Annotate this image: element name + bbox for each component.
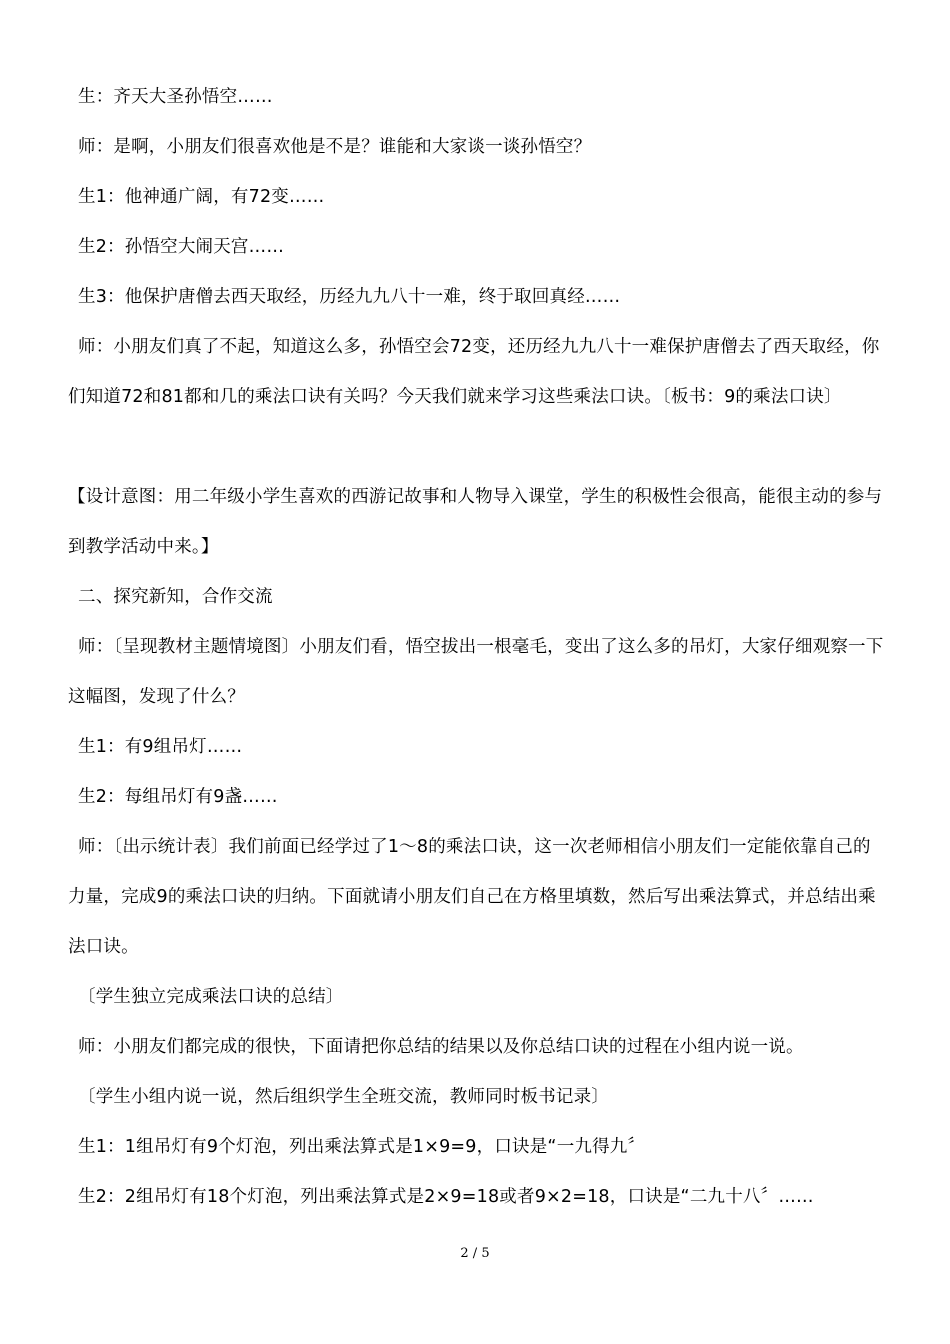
paragraph-teacher-intro: 师：小朋友们真了不起，知道这么多，孙悟空会72变，还历经九九八十一难保护唐僧去了西天取经，你们知道72和81都和几的乘法口诀有关吗？今天我们就来学习这些乘法口诀。〔板书：9的乘法口诀〕 bbox=[68, 337, 880, 407]
section-heading: 二、探究新知，合作交流 bbox=[78, 587, 273, 607]
paragraph-student-2-lamps: 生2：每组吊灯有9盏…… bbox=[78, 787, 278, 807]
paragraph-teacher-scene: 师：〔呈现教材主题情境图〕小朋友们看，悟空拔出一根毫毛，变出了这么多的吊灯，大家仔细观察一下这幅图，发现了什么？ bbox=[68, 637, 884, 707]
paragraph-student-1: 生1：他神通广阔，有72变…… bbox=[78, 187, 325, 207]
page-number: 2 / 5 bbox=[460, 1246, 490, 1261]
paragraph-teacher-group: 师：小朋友们都完成的很快，下面请把你总结的结果以及你总结口诀的过程在小组内说一说。 bbox=[78, 1037, 804, 1057]
paragraph-teacher-table: 师：〔出示统计表〕我们前面已经学过了1～8的乘法口诀，这一次老师相信小朋友们一定能依靠自己的力量，完成9的乘法口诀的归纳。下面就请小朋友们自己在方格里填数，然后写出乘法算式，并总结出乘法口诀。 bbox=[68, 837, 876, 957]
paragraph-group-exchange: 〔学生小组内说一说，然后组织学生全班交流，教师同时板书记录〕 bbox=[78, 1087, 609, 1107]
paragraph-teacher-question: 师：是啊，小朋友们很喜欢他是不是？谁能和大家谈一谈孙悟空？ bbox=[78, 137, 592, 157]
paragraph-student-answer: 生：齐天大圣孙悟空…… bbox=[78, 87, 273, 107]
paragraph-independent-work: 〔学生独立完成乘法口诀的总结〕 bbox=[78, 987, 344, 1007]
paragraph-student-3: 生3：他保护唐僧去西天取经，历经九九八十一难，终于取回真经…… bbox=[78, 287, 621, 307]
paragraph-student-1-lamps: 生1：有9组吊灯…… bbox=[78, 737, 243, 757]
paragraph-student-2: 生2：孙悟空大闹天宫…… bbox=[78, 237, 285, 257]
paragraph-student-1-formula: 生1：1组吊灯有9个灯泡，列出乘法算式是1×9=9，口诀是“一九得九〞 bbox=[78, 1137, 646, 1157]
paragraph-design-intent: 【设计意图：用二年级小学生喜欢的西游记故事和人物导入课堂，学生的积极性会很高，能很主动的参与到教学活动中来。】 bbox=[68, 487, 883, 557]
paragraph-student-2-formula: 生2：2组吊灯有18个灯泡，列出乘法算式是2×9=18或者9×2=18，口诀是“二九十八〞…… bbox=[78, 1187, 814, 1207]
